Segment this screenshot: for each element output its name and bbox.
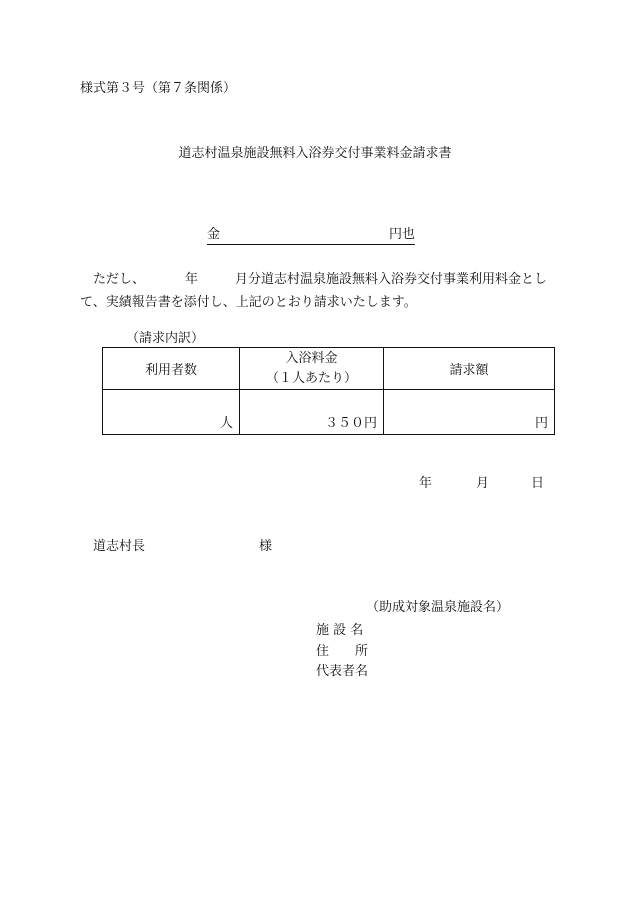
body-paragraph <box>80 268 555 314</box>
table-value-row <box>103 390 555 435</box>
date-day: 日 <box>531 476 545 491</box>
value-fee: ３５０円 <box>240 390 384 435</box>
value-users[interactable]: 人 <box>103 390 240 435</box>
form-number: 様式第３号（第７条関係） <box>80 81 237 96</box>
document-title: 道志村温泉施設無料入浴券交付事業料金請求書 <box>178 146 452 161</box>
header-fee-main: 入浴料金 <box>285 350 338 366</box>
amount-yen-nari: 円也 <box>388 227 415 242</box>
body-prefix: ただし、 <box>93 272 146 287</box>
header-users: 利用者数 <box>103 348 240 390</box>
amount-line <box>207 228 415 245</box>
representative-label: 代表者名 <box>316 664 369 679</box>
header-amount: 請求額 <box>384 348 555 390</box>
date-year: 年 <box>419 476 433 491</box>
amount-kin: 金 <box>207 227 221 242</box>
value-amount[interactable]: 円 <box>384 390 555 435</box>
header-fee-sub: （１人あたり） <box>265 370 357 386</box>
breakdown-label: （請求内訳） <box>126 331 205 346</box>
addressee-name: 道志村長 <box>93 539 146 554</box>
date-month: 月 <box>476 476 490 491</box>
body-year: 年 <box>185 272 199 287</box>
addressee-honorific: 様 <box>259 539 273 554</box>
header-fee <box>240 348 384 390</box>
facility-name-label: 施 設 名 <box>316 623 364 638</box>
facility-caption: （助成対象温泉施設名） <box>366 600 510 615</box>
facility-address-label: 住 所 <box>316 644 369 659</box>
body-rest: 月分道志村温泉施設無料入浴券交付事業利用料金として、実績報告書を添付し、上記のとおり請求いたします。 <box>80 272 548 310</box>
billing-table <box>102 347 555 435</box>
table-header-row <box>103 348 555 390</box>
